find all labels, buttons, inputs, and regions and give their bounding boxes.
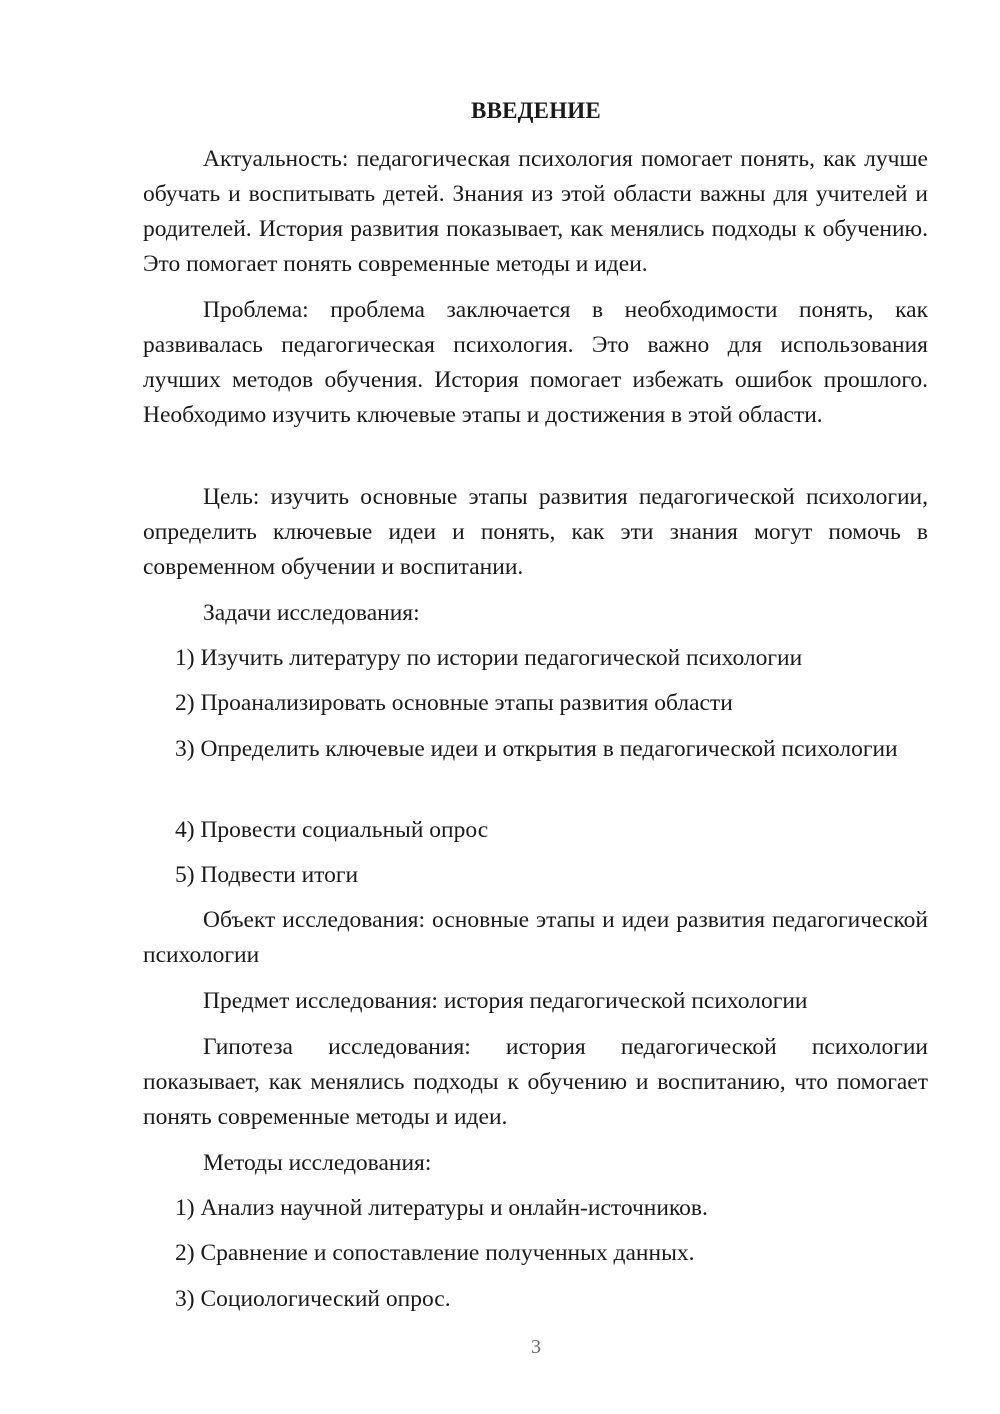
methods-heading: Методы исследования: — [203, 1150, 432, 1176]
section-title: ВВЕДЕНИЕ — [471, 98, 601, 123]
task-item: 3) Определить ключевые идеи и открытия в педагогической психологии — [175, 736, 898, 762]
object-paragraph: Объект исследования: основные этапы и идеи развития педагогической психологии — [143, 907, 928, 968]
page-number: 3 — [531, 1336, 541, 1358]
method-item: 3) Социологический опрос. — [175, 1286, 451, 1312]
subject-paragraph: Предмет исследования: история педагогической психологии — [203, 988, 808, 1014]
hypothesis-paragraph: Гипотеза исследования: история педагогической психологии показывает, как менялись подходы к обучению и воспитанию, что помогает понять современные методы и идеи. — [143, 1034, 928, 1130]
task-item: 4) Провести социальный опрос — [175, 817, 489, 843]
task-item: 1) Изучить литературу по истории педагогической психологии — [175, 645, 803, 671]
task-item: 5) Подвести итоги — [175, 862, 359, 888]
problem-paragraph: Проблема: проблема заключается в необходимости понять, как развивалась педагогическая психология. Это важно для использования лучших методов обучения. История помогает избежать ошибок прошлого. Необходимо изучить ключевые этапы и достижения в этой области. — [143, 297, 928, 428]
relevance-paragraph: Актуальность: педагогическая психология помогает понять, как лучше обучать и воспитывать детей. Знания из этой области важны для учителей и родителей. История развития показывает, как менялись подходы к обучению. Это помогает понять современные методы и идеи. — [143, 146, 928, 277]
tasks-heading: Задачи исследования: — [203, 600, 420, 626]
goal-paragraph: Цель: изучить основные этапы развития педагогической психологии, определить ключевые идеи и понять, как эти знания могут помочь в современном обучении и воспитании. — [143, 484, 928, 580]
task-item: 2) Проанализировать основные этапы развития области — [175, 690, 733, 716]
method-item: 2) Сравнение и сопоставление полученных данных. — [175, 1240, 695, 1266]
method-item: 1) Анализ научной литературы и онлайн-источников. — [175, 1195, 708, 1221]
